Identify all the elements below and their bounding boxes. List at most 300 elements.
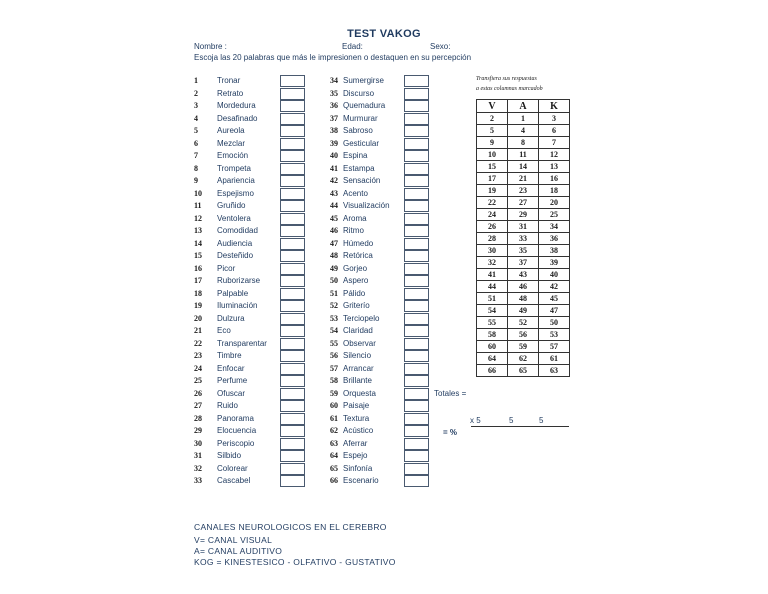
answer-checkbox[interactable] (280, 163, 305, 175)
right-word: Brillante (343, 376, 372, 385)
left-word: Panorama (217, 413, 254, 423)
right-word: Arrancar (343, 363, 374, 373)
left-word: Espejismo (217, 188, 254, 198)
answer-checkbox[interactable] (404, 275, 429, 287)
left-word: Trompeta (217, 163, 251, 173)
left-word: Gruñido (217, 201, 246, 210)
vak-row (477, 281, 570, 293)
answer-checkbox[interactable] (404, 375, 429, 387)
left-word: Ruido (217, 401, 238, 410)
vak-cell: 29 (508, 209, 539, 221)
vak-cell: 50 (539, 317, 570, 329)
answer-checkbox[interactable] (280, 413, 305, 425)
right-number: 53 (330, 313, 338, 323)
vak-cell: 43 (508, 269, 539, 281)
answer-checkbox[interactable] (404, 413, 429, 425)
left-number: 9 (194, 176, 198, 185)
left-number: 12 (194, 213, 202, 223)
answer-checkbox[interactable] (404, 300, 429, 312)
answer-checkbox[interactable] (280, 275, 305, 287)
answer-checkbox[interactable] (280, 75, 305, 87)
vak-cell: 55 (477, 317, 508, 329)
vak-cell: 46 (508, 281, 539, 293)
answer-checkbox[interactable] (404, 400, 429, 412)
left-word: Aureola (217, 126, 245, 135)
left-word: Ofuscar (217, 388, 246, 398)
left-number: 5 (194, 126, 198, 135)
right-number: 38 (330, 126, 338, 135)
left-number: 26 (194, 388, 202, 398)
vak-cell: 22 (477, 197, 508, 209)
answer-checkbox[interactable] (280, 213, 305, 225)
left-number: 20 (194, 313, 202, 323)
left-word: Audiencia (217, 238, 253, 248)
answer-checkbox[interactable] (404, 438, 429, 450)
answer-checkbox[interactable] (404, 450, 429, 462)
right-number: 52 (330, 301, 338, 310)
vak-cell: 20 (539, 197, 570, 209)
answer-checkbox[interactable] (280, 438, 305, 450)
answer-checkbox[interactable] (404, 113, 429, 125)
answer-checkbox[interactable] (404, 425, 429, 437)
right-word: Aferrar (343, 438, 368, 448)
answer-checkbox[interactable] (404, 75, 429, 87)
left-number: 6 (194, 138, 198, 148)
multiplier-label: x 5 (470, 416, 481, 425)
vak-row (477, 149, 570, 161)
left-word: Dulzura (217, 313, 245, 323)
transfer-hint-line2: a estas columnas marcadob (476, 86, 543, 92)
page-title: TEST VAKOG (347, 28, 421, 40)
right-number: 49 (330, 263, 338, 273)
left-number: 24 (194, 363, 202, 373)
answer-checkbox[interactable] (404, 363, 429, 375)
right-word: Quemadura (343, 101, 386, 110)
vak-cell: 24 (477, 209, 508, 221)
vak-cell: 6 (539, 125, 570, 137)
vak-cell: 48 (508, 293, 539, 305)
left-word: Eco (217, 326, 231, 335)
multiplier-k: 5 (539, 416, 544, 425)
answer-checkbox[interactable] (280, 463, 305, 475)
left-number: 27 (194, 401, 202, 410)
answer-checkbox[interactable] (280, 400, 305, 412)
left-number: 1 (194, 76, 198, 85)
right-number: 43 (330, 188, 338, 198)
transfer-hint (476, 76, 543, 92)
answer-checkbox[interactable] (280, 450, 305, 462)
answer-checkbox[interactable] (280, 138, 305, 150)
vak-row (477, 269, 570, 281)
vak-cell: 28 (477, 233, 508, 245)
footer-auditivo: A= CANAL AUDITIVO (194, 546, 283, 556)
answer-checkbox[interactable] (404, 200, 429, 212)
percent-label: = % (443, 428, 458, 437)
vak-cell: 42 (539, 281, 570, 293)
vak-cell: 27 (508, 197, 539, 209)
right-word: Griterío (343, 301, 370, 310)
right-word: Textura (343, 413, 370, 423)
vak-row (477, 305, 570, 317)
vak-cell: 35 (508, 245, 539, 257)
vak-cell: 12 (539, 149, 570, 161)
vak-cell: 61 (539, 353, 570, 365)
left-word: Transparentar (217, 338, 267, 348)
answer-checkbox[interactable] (404, 288, 429, 300)
left-word: Desteñido (217, 251, 254, 260)
left-word: Silbido (217, 451, 242, 460)
answer-checkbox[interactable] (280, 363, 305, 375)
left-number: 16 (194, 263, 202, 273)
left-number: 13 (194, 226, 202, 235)
right-number: 42 (330, 176, 338, 185)
answer-checkbox[interactable] (404, 325, 429, 337)
right-word: Paisaje (343, 401, 370, 410)
footer-heading: CANALES NEUROLOGICOS EN EL CEREBRO (194, 522, 387, 532)
right-number: 51 (330, 288, 338, 298)
left-word: Emoción (217, 151, 249, 160)
left-word: Colorear (217, 463, 248, 473)
left-number: 8 (194, 163, 198, 173)
answer-checkbox[interactable] (280, 338, 305, 350)
right-word: Visualización (343, 201, 390, 210)
left-word: Iluminación (217, 301, 258, 310)
left-number: 33 (194, 476, 202, 485)
right-word: Retórica (343, 251, 373, 260)
answer-checkbox[interactable] (280, 350, 305, 362)
vak-cell: 1 (508, 113, 539, 125)
transfer-hint-line1: Transfiera sus respuestas (476, 76, 537, 82)
right-number: 62 (330, 426, 338, 435)
vak-row (477, 353, 570, 365)
vak-cell: 25 (539, 209, 570, 221)
left-number: 25 (194, 376, 202, 385)
right-number: 47 (330, 238, 338, 248)
answer-checkbox[interactable] (280, 100, 305, 112)
right-word: Aspero (343, 276, 369, 285)
totales-label: Totales = (434, 389, 467, 398)
answer-checkbox[interactable] (280, 475, 305, 487)
answer-checkbox[interactable] (404, 263, 429, 275)
right-number: 41 (330, 163, 338, 173)
left-word: Mordedura (217, 101, 256, 110)
vak-cell: 23 (508, 185, 539, 197)
vak-cell: 39 (539, 257, 570, 269)
right-word: Gorjeo (343, 263, 368, 273)
right-word: Aroma (343, 213, 367, 223)
answer-checkbox[interactable] (404, 88, 429, 100)
answer-checkbox[interactable] (404, 188, 429, 200)
right-number: 36 (330, 101, 338, 110)
vak-cell: 38 (539, 245, 570, 257)
vak-header-k: K (539, 100, 570, 113)
vak-row (477, 209, 570, 221)
right-number: 35 (330, 88, 338, 98)
answer-checkbox[interactable] (404, 213, 429, 225)
left-number: 18 (194, 288, 202, 298)
vak-cell: 26 (477, 221, 508, 233)
vak-cell: 57 (539, 341, 570, 353)
vak-cell: 19 (477, 185, 508, 197)
vak-cell: 59 (508, 341, 539, 353)
vak-cell: 15 (477, 161, 508, 173)
left-number: 19 (194, 301, 202, 310)
left-number: 4 (194, 113, 198, 123)
vak-cell: 54 (477, 305, 508, 317)
left-word: Tronar (217, 76, 241, 85)
right-word: Murmurar (343, 113, 378, 123)
right-word: Terciopelo (343, 313, 380, 323)
right-number: 59 (330, 388, 338, 398)
left-number: 17 (194, 276, 202, 285)
answer-checkbox[interactable] (404, 100, 429, 112)
right-number: 55 (330, 338, 338, 348)
vak-cell: 18 (539, 185, 570, 197)
right-number: 44 (330, 201, 338, 210)
right-number: 37 (330, 113, 338, 123)
vak-header-a: A (508, 100, 539, 113)
right-word: Observar (343, 338, 376, 348)
right-word: Sabroso (343, 126, 373, 135)
vak-cell: 53 (539, 329, 570, 341)
answer-checkbox[interactable] (280, 113, 305, 125)
vak-cell: 2 (477, 113, 508, 125)
vak-cell: 37 (508, 257, 539, 269)
vak-row (477, 137, 570, 149)
vak-row (477, 113, 570, 125)
vak-cell: 66 (477, 365, 508, 377)
answer-checkbox[interactable] (404, 163, 429, 175)
right-word: Escenario (343, 476, 379, 485)
left-word: Enfocar (217, 363, 245, 373)
answer-checkbox[interactable] (404, 313, 429, 325)
left-number: 29 (194, 426, 202, 435)
right-number: 64 (330, 451, 338, 460)
vak-cell: 14 (508, 161, 539, 173)
vak-row (477, 293, 570, 305)
vak-cell: 9 (477, 137, 508, 149)
right-number: 50 (330, 276, 338, 285)
left-number: 32 (194, 463, 202, 473)
footer-visual: V= CANAL VISUAL (194, 535, 273, 545)
vak-row (477, 317, 570, 329)
vak-cell: 34 (539, 221, 570, 233)
left-number: 31 (194, 451, 202, 460)
vak-row (477, 341, 570, 353)
answer-checkbox[interactable] (404, 388, 429, 400)
answer-checkbox[interactable] (280, 200, 305, 212)
vak-row (477, 125, 570, 137)
right-number: 66 (330, 476, 338, 485)
left-word: Apariencia (217, 176, 255, 185)
answer-checkbox[interactable] (404, 338, 429, 350)
right-word: Ritmo (343, 226, 364, 235)
left-number: 30 (194, 438, 202, 448)
right-word: Orquesta (343, 388, 376, 398)
left-word: Cascabel (217, 476, 251, 485)
left-number: 15 (194, 251, 202, 260)
right-word: Silencio (343, 351, 372, 360)
vak-cell: 45 (539, 293, 570, 305)
right-word: Sinfonía (343, 463, 373, 473)
left-word: Perfume (217, 376, 248, 385)
left-word: Palpable (217, 288, 249, 298)
right-word: Estampa (343, 163, 375, 173)
sexo-label: Sexo: (430, 42, 451, 51)
right-word: Claridad (343, 326, 373, 335)
answer-checkbox[interactable] (280, 238, 305, 250)
vak-cell: 5 (477, 125, 508, 137)
right-word: Espina (343, 151, 368, 160)
answer-checkbox[interactable] (280, 313, 305, 325)
answer-checkbox[interactable] (280, 288, 305, 300)
vak-cell: 10 (477, 149, 508, 161)
vak-cell: 33 (508, 233, 539, 245)
left-number: 23 (194, 351, 202, 360)
answer-checkbox[interactable] (404, 463, 429, 475)
answer-checkbox[interactable] (280, 88, 305, 100)
vak-row (477, 365, 570, 377)
vak-cell: 3 (539, 113, 570, 125)
left-word: Elocuencia (217, 426, 257, 435)
vak-cell: 4 (508, 125, 539, 137)
left-number: 11 (194, 201, 202, 210)
vak-row (477, 257, 570, 269)
answer-checkbox[interactable] (404, 250, 429, 262)
left-word: Retrato (217, 88, 244, 98)
answer-checkbox[interactable] (404, 475, 429, 487)
vak-cell: 56 (508, 329, 539, 341)
answer-checkbox[interactable] (404, 125, 429, 137)
answer-checkbox[interactable] (404, 350, 429, 362)
vak-cell: 11 (508, 149, 539, 161)
left-word: Comodidad (217, 226, 258, 235)
right-word: Acústico (343, 426, 374, 435)
left-word: Desafinado (217, 113, 258, 123)
footer-kog: KOG = KINESTESICO - OLFATIVO - GUSTATIVO (194, 557, 396, 567)
right-word: Espejo (343, 451, 368, 460)
right-number: 56 (330, 351, 338, 360)
vak-cell: 21 (508, 173, 539, 185)
right-word: Discurso (343, 88, 375, 98)
vak-cell: 62 (508, 353, 539, 365)
right-number: 54 (330, 326, 338, 335)
right-word: Acento (343, 188, 368, 198)
right-number: 63 (330, 438, 338, 448)
left-number: 21 (194, 326, 202, 335)
left-number: 2 (194, 88, 198, 98)
answer-checkbox[interactable] (280, 300, 305, 312)
right-word: Sumergirse (343, 76, 384, 85)
right-number: 58 (330, 376, 338, 385)
right-word: Gesticular (343, 138, 380, 148)
answer-checkbox[interactable] (280, 125, 305, 137)
multiplier-a: 5 (509, 416, 514, 425)
vak-row (477, 233, 570, 245)
vak-cell: 51 (477, 293, 508, 305)
vak-row (477, 185, 570, 197)
right-number: 40 (330, 151, 338, 160)
vak-cell: 17 (477, 173, 508, 185)
answer-checkbox[interactable] (280, 250, 305, 262)
vak-cell: 13 (539, 161, 570, 173)
left-number: 10 (194, 188, 202, 198)
right-number: 61 (330, 413, 338, 423)
vak-cell: 40 (539, 269, 570, 281)
left-number: 14 (194, 238, 202, 248)
vak-cell: 64 (477, 353, 508, 365)
answer-checkbox[interactable] (280, 375, 305, 387)
answer-checkbox[interactable] (280, 425, 305, 437)
left-word: Ruborizarse (217, 276, 261, 285)
edad-label: Edad: (342, 42, 363, 51)
answer-checkbox[interactable] (280, 388, 305, 400)
vak-transfer-table (476, 99, 570, 377)
right-word: Pálido (343, 288, 366, 298)
vak-row (477, 197, 570, 209)
right-number: 57 (330, 363, 338, 373)
answer-checkbox[interactable] (280, 325, 305, 337)
left-word: Ventolera (217, 213, 251, 223)
vak-cell: 16 (539, 173, 570, 185)
left-number: 7 (194, 151, 198, 160)
answer-checkbox[interactable] (404, 150, 429, 162)
right-word: Sensación (343, 176, 381, 185)
answer-checkbox[interactable] (280, 263, 305, 275)
answer-checkbox[interactable] (404, 175, 429, 187)
answer-checkbox[interactable] (280, 225, 305, 237)
right-number: 48 (330, 251, 338, 260)
vak-cell: 63 (539, 365, 570, 377)
left-number: 3 (194, 101, 198, 110)
vak-cell: 60 (477, 341, 508, 353)
answer-checkbox[interactable] (280, 188, 305, 200)
vak-cell: 30 (477, 245, 508, 257)
vak-row (477, 245, 570, 257)
right-word: Húmedo (343, 238, 374, 248)
right-number: 45 (330, 213, 338, 223)
answer-checkbox[interactable] (280, 175, 305, 187)
answer-checkbox[interactable] (280, 150, 305, 162)
left-word: Picor (217, 263, 236, 273)
vak-cell: 7 (539, 137, 570, 149)
vak-header-v: V (477, 100, 508, 113)
vak-cell: 36 (539, 233, 570, 245)
nombre-label: Nombre : (194, 42, 227, 51)
answer-checkbox[interactable] (404, 225, 429, 237)
vak-row (477, 161, 570, 173)
answer-checkbox[interactable] (404, 238, 429, 250)
totals-divider (471, 426, 569, 427)
left-word: Mezclar (217, 138, 246, 148)
vak-cell: 8 (508, 137, 539, 149)
left-number: 28 (194, 413, 202, 423)
answer-checkbox[interactable] (404, 138, 429, 150)
vak-cell: 47 (539, 305, 570, 317)
right-number: 60 (330, 401, 338, 410)
right-number: 65 (330, 463, 338, 473)
left-word: Periscopio (217, 438, 255, 448)
vak-row (477, 173, 570, 185)
vak-row (477, 221, 570, 233)
vak-row (477, 329, 570, 341)
vak-cell: 32 (477, 257, 508, 269)
vak-cell: 44 (477, 281, 508, 293)
left-word: Timbre (217, 351, 242, 360)
instruction-text: Escoja las 20 palabras que más le impresionen o destaquen en su percepción (194, 53, 472, 62)
vak-cell: 41 (477, 269, 508, 281)
right-number: 34 (330, 76, 338, 85)
